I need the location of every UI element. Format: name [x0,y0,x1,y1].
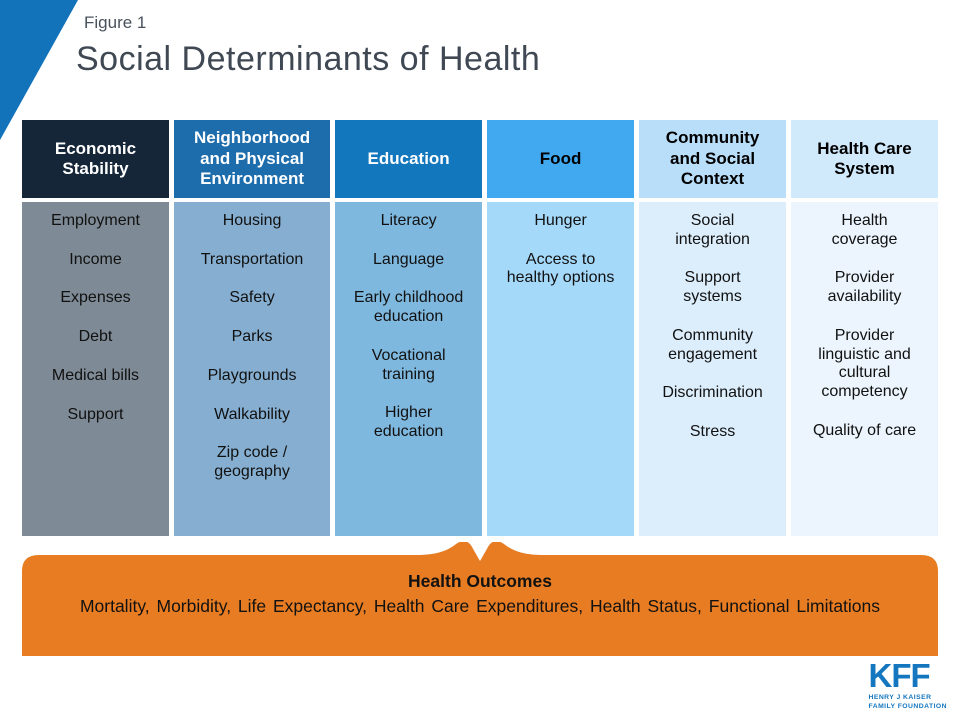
column-item: Employment [51,212,140,229]
column-header: Economic Stability [22,120,169,198]
column-item: Housing [222,212,282,229]
column-item: Support systems [683,269,742,306]
kff-logo [868,659,947,712]
banner-text [56,571,904,619]
determinants-table [22,120,938,536]
column-item: Safety [229,289,275,307]
column-item: Walkability [214,405,290,423]
column-header: Health Care System [791,120,938,198]
column-body [791,202,938,536]
kff-logo-line2: FAMILY FOUNDATION [868,702,947,710]
column-item: Community engagement [668,326,758,363]
determinant-column [174,120,330,536]
determinant-column [335,120,482,536]
determinant-column [22,120,169,536]
health-outcomes-banner [22,542,938,656]
column-item: Zip code / geography [214,444,290,481]
column-body [487,202,634,536]
column-item: Transportation [200,250,304,268]
column-item: Access to healthy options [506,250,615,287]
column-item: Early childhood education [353,289,464,326]
column-item: Hunger [534,212,587,229]
banner-title: Health Outcomes [408,571,552,591]
column-item: Quality of care [812,421,917,439]
page-title: Social Determinants of Health [76,40,541,78]
column-item: Income [69,250,122,268]
column-item: Support [67,405,124,423]
column-item: Provider availability [827,269,902,306]
column-item: Social integration [675,212,750,248]
column-item: Expenses [60,289,131,307]
kff-logo-mark: KFF [868,657,930,694]
column-item: Provider linguistic and cultural competency [818,326,911,401]
column-item: Vocational training [371,346,446,383]
determinant-column [639,120,786,536]
column-body [22,202,169,536]
kff-logo-line1: HENRY J KAISER [868,694,932,701]
column-header: Community and Social Context [639,120,786,198]
column-item: Parks [231,328,273,346]
banner-description: Mortality, Morbidity, Life Expectancy, Health Care Expenditures, Health Status, Functional Limitations [79,596,881,616]
column-body [639,202,786,536]
column-body [174,202,330,536]
column-item: Playgrounds [207,366,297,384]
corner-accent-triangle [0,0,78,140]
column-header: Food [487,120,634,198]
column-item: Debt [78,328,113,346]
determinant-column [487,120,634,536]
column-item: Language [373,250,445,268]
column-item: Higher education [373,404,444,441]
column-header: Neighborhood and Physical Environment [174,120,330,198]
column-body [335,202,482,536]
column-header: Education [335,120,482,198]
determinant-column [791,120,938,536]
column-item: Literacy [380,212,437,229]
column-item: Health coverage [831,212,898,248]
column-item: Medical bills [51,366,140,384]
column-item: Stress [689,423,736,441]
column-item: Discrimination [662,384,763,402]
figure-label: Figure 1 [84,13,147,32]
